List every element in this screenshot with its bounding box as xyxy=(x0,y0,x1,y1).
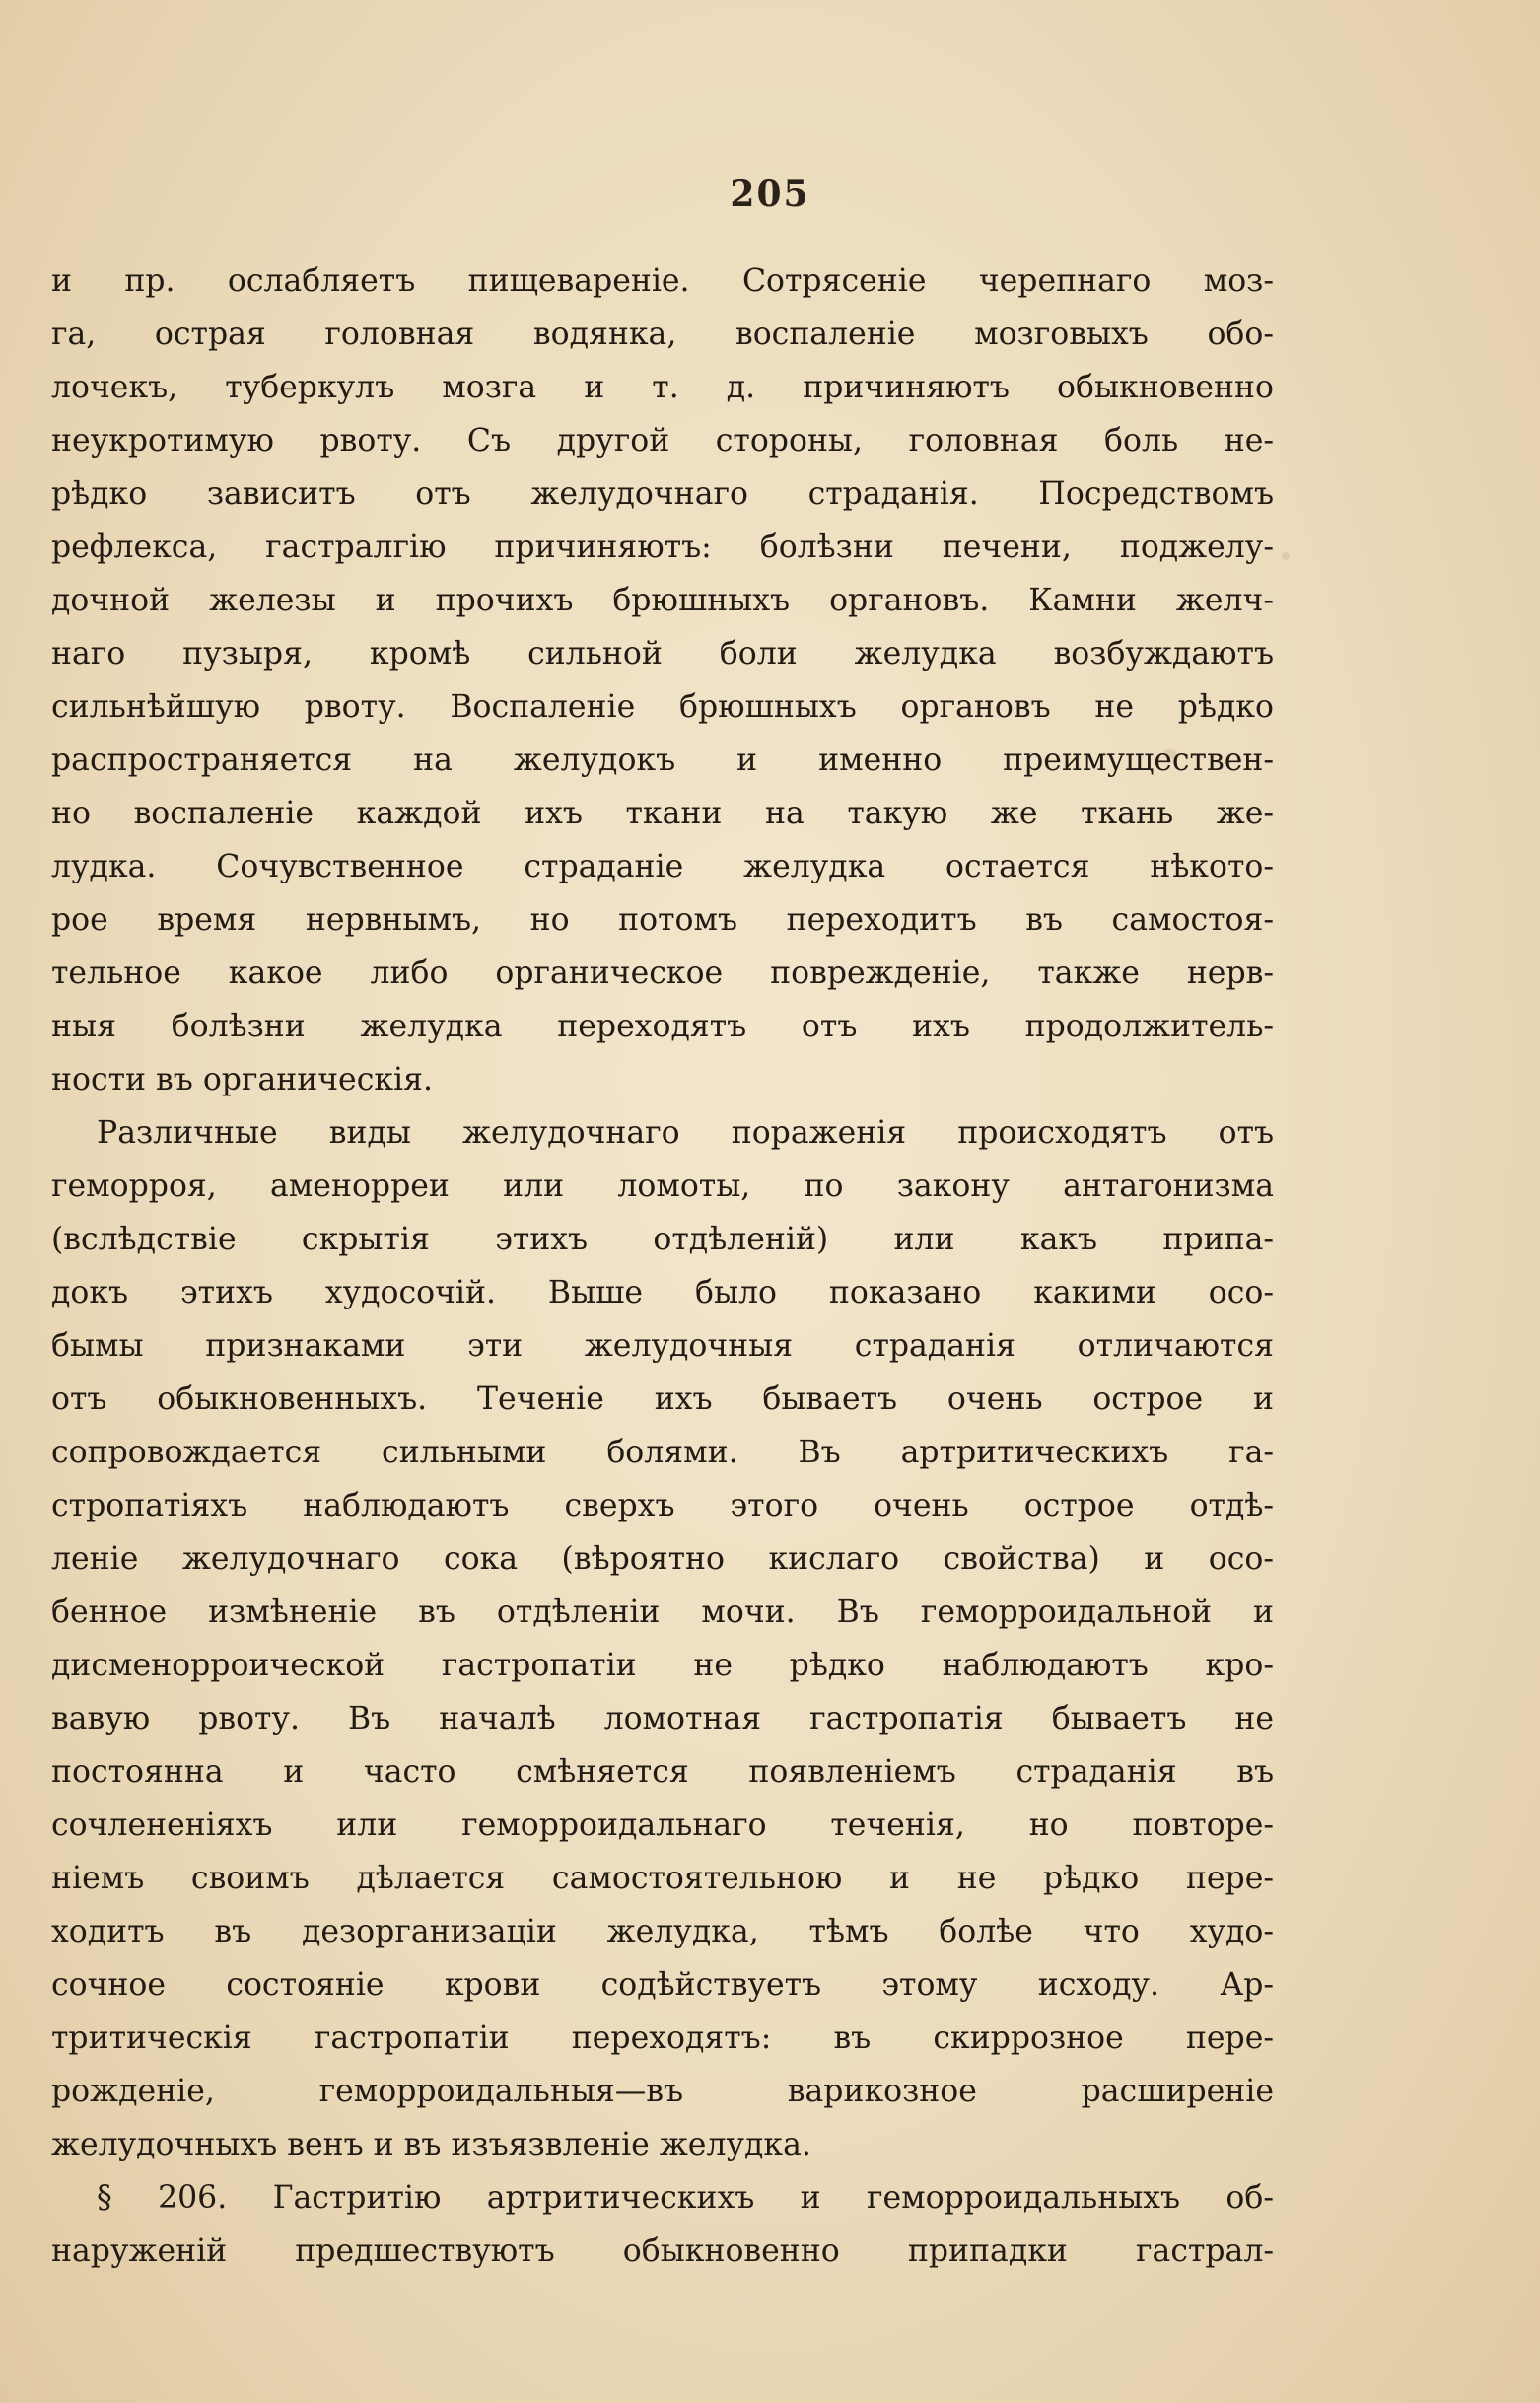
text-line: лудка. Сочувственное страданіе желудка остается нѣкото- xyxy=(51,849,1274,884)
text-line: стропатіяхъ наблюдаютъ сверхъ этого очень острое отдѣ- xyxy=(51,1488,1274,1523)
text-line: рѣдко зависитъ отъ желудочнаго страданія. Посредствомъ xyxy=(51,476,1274,512)
text-line: Различные виды желудочнаго пораженія происходятъ отъ xyxy=(97,1115,1274,1151)
text-line: рефлекса, гастралгію причиняютъ: болѣзни печени, поджелу- xyxy=(51,530,1274,565)
text-line: сочное состояніе крови содѣйствуетъ этому исходу. Ар- xyxy=(51,1967,1274,2003)
text-line: леніе желудочнаго сока (вѣроятно кислаго свойства) и осо- xyxy=(51,1541,1274,1577)
text-line: ныя болѣзни желудка переходятъ отъ ихъ продолжитель- xyxy=(51,1009,1274,1044)
text-line: сопровождается сильными болями. Въ артритическихъ га- xyxy=(51,1435,1274,1470)
text-line: но воспаленіе каждой ихъ ткани на такую же ткань же- xyxy=(51,796,1274,831)
text-line: сочлененіяхъ или геморроидальнаго теченія, но повторе- xyxy=(51,1807,1274,1843)
text-line: наруженій предшествуютъ обыкновенно припадки гастрал- xyxy=(51,2233,1274,2269)
text-line: геморроя, аменорреи или ломоты, по закону антагонизма xyxy=(51,1168,1274,1204)
text-line: бымы признаками эти желудочныя страданія отличаются xyxy=(51,1328,1274,1364)
text-line: желудочныхъ венъ и въ изъязвленіе желудка. xyxy=(51,2127,811,2162)
text-line: ности въ органическія. xyxy=(51,1062,433,1097)
text-line: бенное измѣненіе въ отдѣленіи мочи. Въ геморроидальной и xyxy=(51,1594,1274,1630)
text-line: рожденіе, геморроидальныя—въ варикозное расширеніе xyxy=(51,2074,1274,2109)
text-line: § 206. Гастритію артритическихъ и геморроидальныхъ об- xyxy=(97,2180,1274,2216)
text-line: (вслѣдствіе скрытія этихъ отдѣленій) или какъ припа- xyxy=(51,1222,1274,1257)
paper-stain xyxy=(1282,552,1290,560)
text-line: дочной железы и прочихъ брюшныхъ органовъ. Камни желч- xyxy=(51,583,1274,618)
text-line: ходитъ въ дезорганизаціи желудка, тѣмъ болѣе что худо- xyxy=(51,1914,1274,1949)
text-line: тритическія гастропатіи переходятъ: въ скиррозное пере- xyxy=(51,2020,1274,2056)
text-line: лочекъ, туберкулъ мозга и т. д. причиняютъ обыкновенно xyxy=(51,370,1274,405)
text-line: вавую рвоту. Въ началѣ ломотная гастропатія бываетъ не xyxy=(51,1701,1274,1736)
text-line: докъ этихъ худосочій. Выше было показано какими осо- xyxy=(51,1275,1274,1310)
text-line: неукротимую рвоту. Съ другой стороны, головная боль не- xyxy=(51,423,1274,459)
page-number: 205 xyxy=(730,174,810,215)
text-line: сильнѣйшую рвоту. Воспаленіе брюшныхъ органовъ не рѣдко xyxy=(51,689,1274,725)
text-line: постоянна и часто смѣняется появленіемъ страданія въ xyxy=(51,1754,1274,1790)
text-line: га, острая головная водянка, воспаленіе мозговыхъ обо- xyxy=(51,317,1274,352)
text-line: дисменорроической гастропатіи не рѣдко наблюдаютъ кро- xyxy=(51,1648,1274,1683)
text-line: распространяется на желудокъ и именно преимуществен- xyxy=(51,742,1274,778)
text-line: и пр. ослабляетъ пищевареніе. Сотрясеніе черепнаго моз- xyxy=(51,263,1274,299)
text-line: отъ обыкновенныхъ. Теченіе ихъ бываетъ очень острое и xyxy=(51,1381,1274,1417)
text-line: ніемъ своимъ дѣлается самостоятельною и не рѣдко пере- xyxy=(51,1861,1274,1896)
text-line: рое время нервнымъ, но потомъ переходитъ въ самостоя- xyxy=(51,902,1274,938)
text-line: наго пузыря, кромѣ сильной боли желудка возбуждаютъ xyxy=(51,636,1274,671)
text-line: тельное какое либо органическое поврежденіе, также нерв- xyxy=(51,955,1274,991)
body-text xyxy=(51,254,1274,2278)
